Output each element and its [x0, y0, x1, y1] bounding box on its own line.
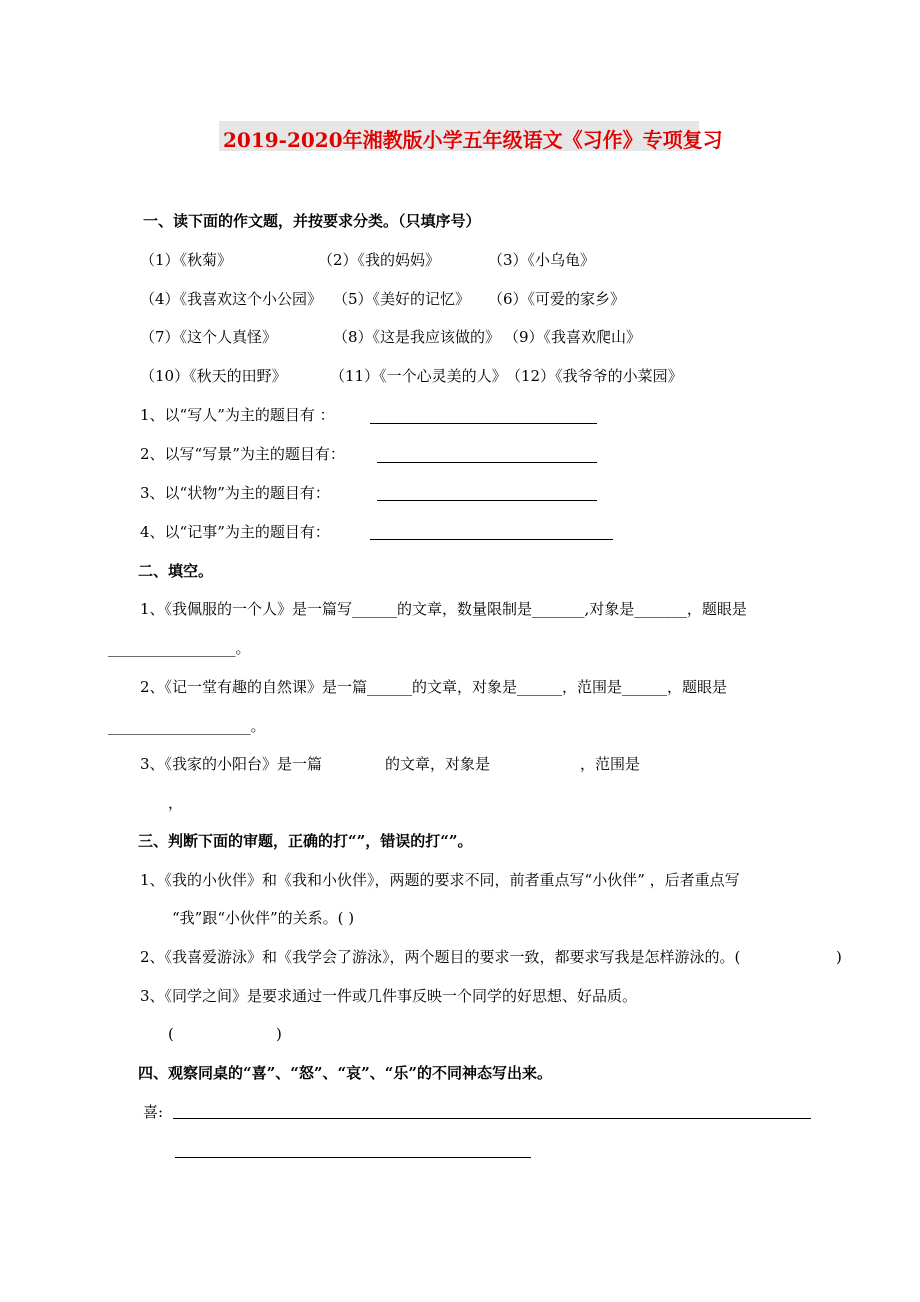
title-item: （2）《我的妈妈》: [318, 251, 441, 269]
answer-line[interactable]: [377, 462, 597, 463]
document-title: 2019-2020年湘教版小学五年级语文《习作》专项复习: [223, 128, 723, 152]
section-3-heading: 三、判断下面的审题，正确的打“”，错误的打“”。: [138, 832, 473, 850]
answer-line[interactable]: [370, 423, 597, 424]
fill-line-3a: 3、《我家的小阳台》是一篇: [140, 755, 323, 773]
question-3: 3、以“状物”为主的题目有：: [140, 484, 330, 502]
judge-line-1b: “我”跟“小伙伴”的关系。( ): [172, 909, 355, 927]
question-4: 4、以“记事”为主的题目有：: [140, 523, 330, 541]
fill-line-2a: 2、《记一堂有趣的自然课》是一篇______的文章，对象是______，范围是______，题眼是: [140, 678, 728, 696]
fill-line-3b: 的文章，对象是: [385, 755, 491, 773]
judge-line-3c: ): [276, 1025, 282, 1043]
section-1-heading: 一、读下面的作文题，并按要求分类。（只填序号）: [143, 212, 481, 230]
fill-line-3c: ，范围是: [580, 755, 641, 773]
document-title-bar: [219, 121, 723, 152]
answer-line[interactable]: [173, 1118, 811, 1119]
judge-line-1a: 1、《我的小伙伴》和《我和小伙伴》，两题的要求不同，前者重点写“小伙伴” ，后者重点写: [140, 871, 740, 889]
title-item: （12）《我爷爷的小菜园》: [506, 367, 683, 385]
title-item: （6）《可爱的家乡》: [488, 290, 626, 308]
title-item: （5）《美好的记忆》: [333, 290, 471, 308]
title-item: （8）《这是我应该做的》: [333, 328, 501, 346]
title-item: （10）《秋天的田野》: [140, 367, 287, 385]
title-item: （4）《我喜欢这个小公园》: [140, 290, 323, 308]
title-item: （9）《我喜欢爬山》: [504, 328, 642, 346]
title-item: （11）《一个心灵美的人》: [330, 367, 507, 385]
judge-line-2b: ): [836, 948, 842, 966]
fill-line-3d: ，: [168, 794, 184, 812]
answer-line[interactable]: [370, 539, 613, 540]
judge-line-3a: 3、《同学之间》是要求通过一件或几件事反映一个同学的好思想、好品质。: [140, 987, 638, 1005]
judge-line-3b: (: [168, 1025, 174, 1043]
xi-label: 喜:: [143, 1103, 164, 1121]
section-2-heading: 二、填空。: [138, 562, 214, 580]
title-item: （7）《这个人真怪》: [140, 328, 278, 346]
question-2: 2、以写“写景”为主的题目有：: [140, 445, 345, 463]
fill-line-1b: _________________。: [108, 639, 251, 657]
answer-line[interactable]: [175, 1157, 531, 1158]
question-1: 1、以“写人”为主的题目有 ：: [140, 406, 335, 424]
answer-line[interactable]: [377, 500, 597, 501]
title-item: （3）《小乌龟》: [488, 251, 596, 269]
judge-line-2a: 2、《我喜爱游泳》和《我学会了游泳》，两个题目的要求一致，都要求写我是怎样游泳的。(: [140, 948, 741, 966]
fill-line-2b: ___________________。: [108, 717, 266, 735]
fill-line-1a: 1、《我佩服的一个人》是一篇写______的文章，数量限制是_______,对象是_______，题眼是: [140, 600, 747, 618]
section-4-heading: 四、观察同桌的“喜”、“怒”、“哀”、“乐”的不同神态写出来。: [138, 1064, 553, 1082]
title-item: （1）《秋菊》: [140, 251, 233, 269]
